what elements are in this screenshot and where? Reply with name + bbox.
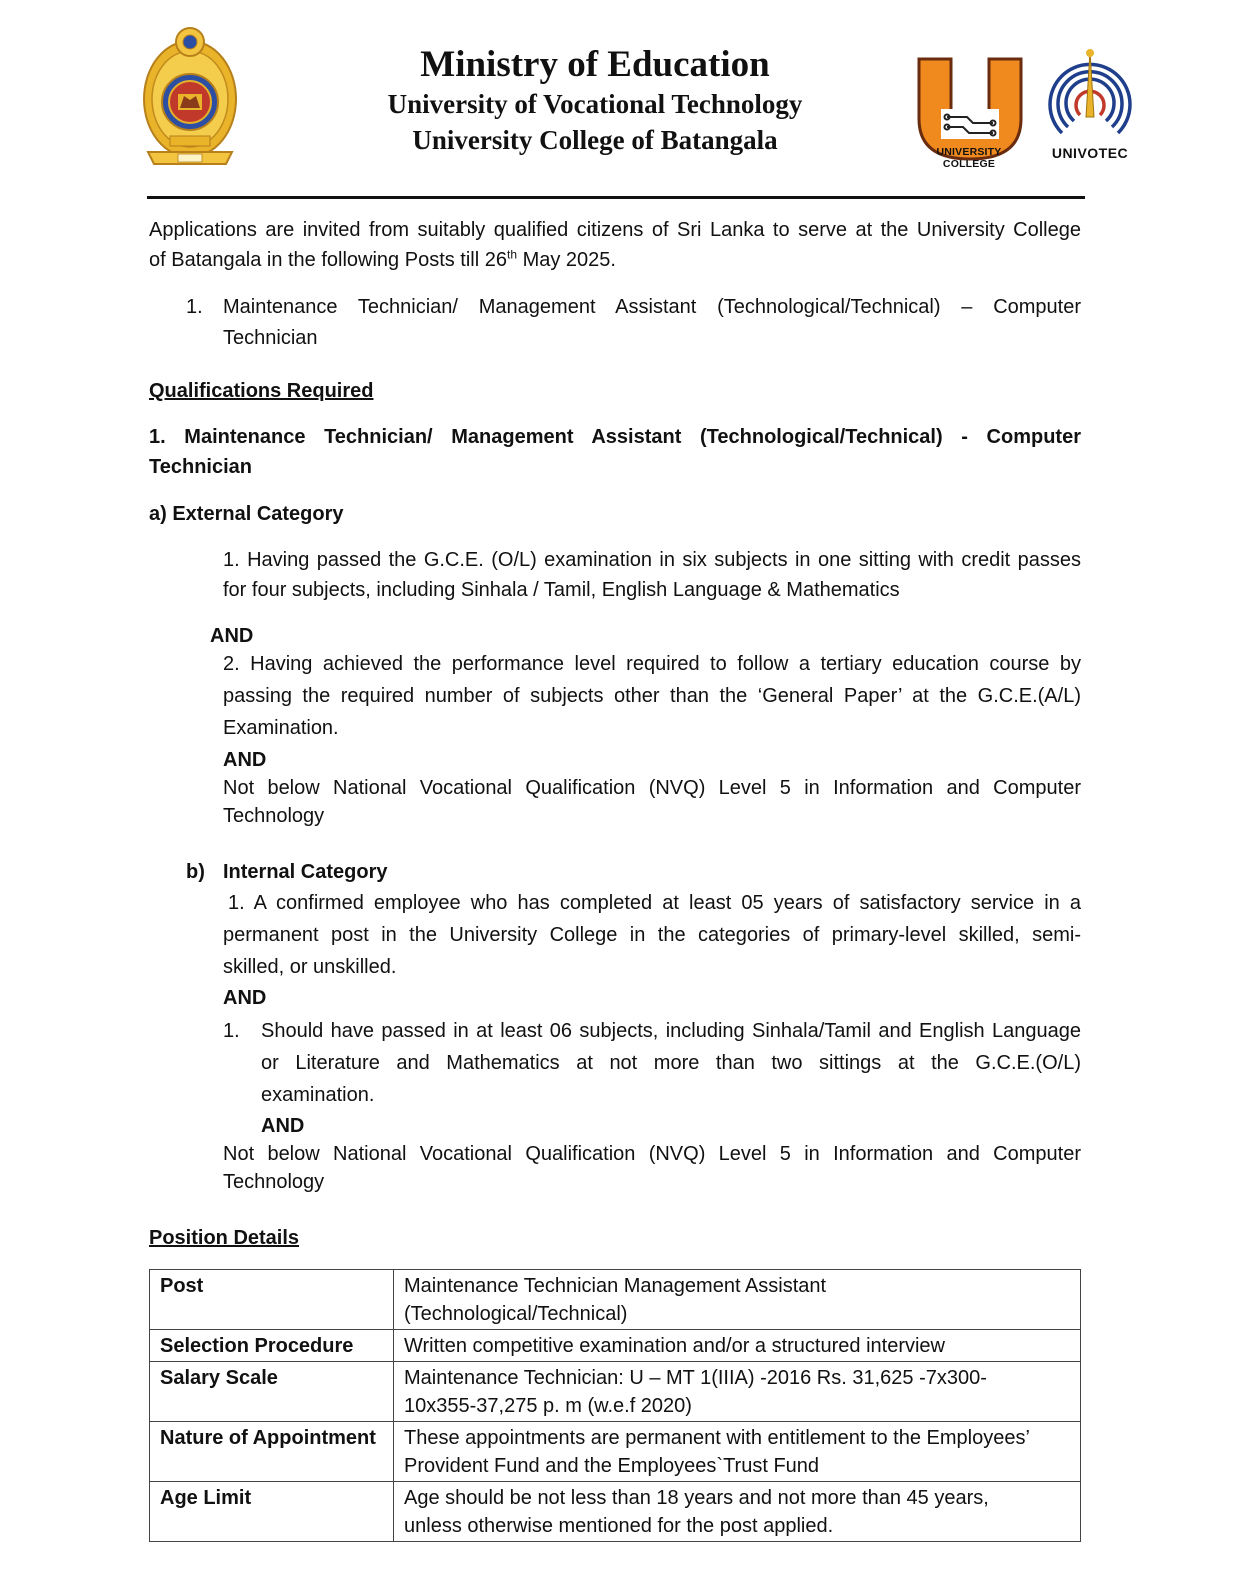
- date-superscript: th: [507, 247, 518, 262]
- qualification-post-title-line-2: Technician: [149, 456, 252, 478]
- table-row: [150, 1330, 1081, 1362]
- intro-line-2: [149, 245, 1081, 275]
- internal-item-1-line-1: 1. A confirmed employee who has completed at least 05 years of satisfactory service in a: [228, 892, 1081, 914]
- row-value-line: (Technological/Technical): [404, 1303, 628, 1325]
- external-nvq-line-1: Not below National Vocational Qualification (NVQ) Level 5 in Information and Computer: [223, 777, 1081, 799]
- external-item-1-line-2: for four subjects, including Sinhala / Tamil, English Language & Mathematics: [223, 579, 900, 601]
- external-item-1-line-1: 1. Having passed the G.C.E. (O/L) examination in six subjects in one sitting with credit passes: [223, 549, 1081, 571]
- external-and-2: AND: [223, 749, 267, 771]
- internal-item-2-number: 1.: [223, 1020, 240, 1042]
- table-row: [150, 1270, 1081, 1330]
- row-value-age-limit: [394, 1482, 1081, 1542]
- page-title: Ministry of Education: [420, 44, 770, 85]
- row-value-nature-of-appointment: [394, 1422, 1081, 1482]
- qualifications-heading: Qualifications Required: [149, 380, 374, 402]
- internal-and-1: AND: [223, 987, 267, 1009]
- row-label-age-limit: Age Limit: [150, 1482, 394, 1542]
- post-number: 1.: [186, 296, 203, 318]
- university-college-logo-text: UNIVERSITY COLLEGE: [936, 146, 1002, 170]
- internal-nvq-line-1: Not below National Vocational Qualification (NVQ) Level 5 in Information and Computer: [223, 1143, 1081, 1165]
- internal-category-heading: Internal Category: [223, 861, 388, 883]
- row-value-line: These appointments are permanent with entitlement to the Employees’: [404, 1427, 1030, 1449]
- external-nvq-line-2: Technology: [223, 805, 325, 827]
- row-value-line: Maintenance Technician Management Assistant: [404, 1275, 827, 1297]
- header-divider: [147, 196, 1085, 199]
- internal-category-label: b): [186, 861, 205, 883]
- internal-and-2: AND: [261, 1115, 305, 1137]
- qualification-post-title-line-1: 1. Maintenance Technician/ Management Assistant (Technological/Technical) - Computer: [149, 426, 1081, 448]
- row-value-line: 10x355-37,275 p. m (w.e.f 2020): [404, 1395, 692, 1417]
- sri-lanka-emblem-icon: [140, 24, 240, 166]
- internal-item-2-line-1: Should have passed in at least 06 subjects, including Sinhala/Tamil and English Language: [261, 1020, 1081, 1042]
- page-header: [0, 0, 1241, 200]
- row-value-line: Written competitive examination and/or a structured interview: [404, 1335, 945, 1357]
- table-row: [150, 1362, 1081, 1422]
- page-subtitle-university: University of Vocational Technology: [387, 89, 803, 119]
- external-category-heading: a) External Category: [149, 503, 344, 525]
- internal-item-1-line-3: skilled, or unskilled.: [223, 956, 397, 978]
- external-item-2-line-1: 2. Having achieved the performance level required to follow a tertiary education course by: [223, 653, 1081, 675]
- intro-line-1: Applications are invited from suitably qualified citizens of Sri Lanka to serve at the University College: [149, 219, 1081, 241]
- row-value-line: Age should be not less than 18 years and not more than 45 years,: [404, 1487, 989, 1509]
- internal-nvq-line-2: Technology: [223, 1171, 325, 1193]
- page-subtitle-college: University College of Batangala: [412, 125, 778, 155]
- univotec-logo-text: UNIVOTEC: [1051, 145, 1129, 161]
- univotec-logo-icon: [1040, 43, 1140, 147]
- row-value-line: unless otherwise mentioned for the post applied.: [404, 1515, 834, 1537]
- internal-item-2-line-2: or Literature and Mathematics at not more than two sittings at the G.C.E.(O/L): [261, 1052, 1081, 1074]
- row-value-post: [394, 1270, 1081, 1330]
- post-title-line-2: Technician: [223, 327, 318, 349]
- table-row: [150, 1482, 1081, 1542]
- header-titles: [330, 44, 860, 158]
- external-and-1: AND: [210, 625, 254, 647]
- row-value-line: Provident Fund and the Employees`Trust Fund: [404, 1455, 820, 1477]
- intro-line-2-text: of Batangala in the following Posts till 26: [149, 249, 507, 271]
- row-label-salary-scale: Salary Scale: [150, 1362, 394, 1422]
- position-details-table: [149, 1269, 1081, 1542]
- position-details-heading: Position Details: [149, 1227, 300, 1249]
- post-title-line-1: Maintenance Technician/ Management Assistant (Technological/Technical) – Computer: [223, 296, 1081, 318]
- row-value-line: Maintenance Technician: U – MT 1(IIIA) -2016 Rs. 31,625 -7x300-: [404, 1367, 987, 1389]
- table-row: [150, 1422, 1081, 1482]
- internal-item-2-line-3: examination.: [261, 1084, 375, 1106]
- external-item-2-line-2: passing the required number of subjects other than the ‘General Paper’ at the G.C.E.(A/L): [223, 685, 1081, 707]
- intro-line-2-date-suffix: May 2025.: [517, 249, 616, 271]
- internal-item-1-line-2: permanent post in the University College in the categories of primary-level skilled, semi-: [223, 924, 1081, 946]
- row-value-salary-scale: [394, 1362, 1081, 1422]
- row-value-selection-procedure: [394, 1330, 1081, 1362]
- row-label-selection-procedure: Selection Procedure: [150, 1330, 394, 1362]
- row-label-nature-of-appointment: Nature of Appointment: [150, 1422, 394, 1482]
- external-item-2-line-3: Examination.: [223, 717, 339, 739]
- row-label-post: Post: [150, 1270, 394, 1330]
